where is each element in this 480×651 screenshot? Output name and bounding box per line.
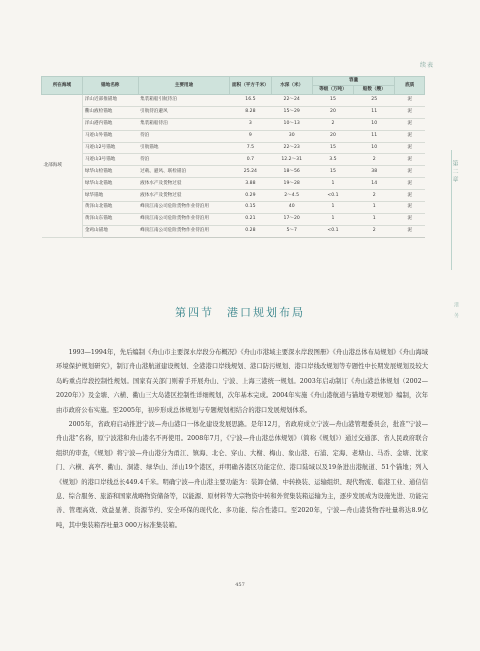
depth-cell: 2～4.5 — [271, 190, 312, 202]
table-row — [42, 166, 425, 178]
use-cell: 峰顶江南公司危险货物作业待泊用 — [138, 225, 230, 237]
area-cell: 0.28 — [230, 225, 271, 237]
area-cell: 3 — [230, 118, 271, 130]
area-cell: 25.24 — [230, 166, 271, 178]
anchorage-name-cell: 黄泽山东锚地 — [82, 213, 138, 225]
header-berths: 船数（艘） — [354, 86, 395, 95]
anchorage-name-cell: 衢山液检锚地 — [82, 106, 138, 118]
header-remark: 底质 — [395, 77, 425, 95]
area-cell: 7.5 — [230, 142, 271, 154]
depth-cell: 17～20 — [271, 213, 312, 225]
berths-cell: 10 — [354, 142, 395, 154]
body-text — [56, 346, 428, 533]
anchorage-table — [41, 76, 425, 238]
use-cell: 引航锚地 — [138, 142, 230, 154]
table-row — [42, 142, 425, 154]
depth-cell: 19～28 — [271, 178, 312, 190]
table-row — [42, 95, 425, 107]
anchorage-name-cell: 洋山港内锚地 — [82, 118, 138, 130]
area-cell: 3.88 — [230, 178, 271, 190]
berths-cell: 10 — [354, 118, 395, 130]
use-cell: 待泊 — [138, 154, 230, 166]
tonnage-cell: 15 — [312, 95, 353, 107]
table-row — [42, 225, 425, 237]
tonnage-cell: 15 — [312, 166, 353, 178]
berths-cell: 1 — [354, 202, 395, 214]
header-use: 主要用途 — [138, 77, 230, 95]
use-cell: 液体水产及货物过驳 — [138, 190, 230, 202]
bottom-cell: 泥 — [395, 166, 425, 178]
anchorage-name-cell: 马迹山3号锚地 — [82, 154, 138, 166]
use-cell: 峰顶江南公司危险货物作业待泊用 — [138, 213, 230, 225]
side-chapter-label: 第二章 — [451, 160, 458, 184]
paragraph: 1993—1994年，先后编制《舟山市主要深水岸段分布概况》《舟山市港域主要深水岸段图册》《舟山港总体布局规划》《舟山海域环境保护规划研究》，制订舟山港航道建设规划、全港港口岸线规划、港口防污规划、港口岸线改规划等专题性中长期发展规划及较大岛屿重点岸段控制性规划。国家有关部门则着手开展舟山、宁波、上海三港统一规划。2003年启动制订《舟山港总体规划（2002—2020年）》及金塘、六横、衢山三大岛港区控制性详细规划，次年基本完成。2004年实施《舟山港航道与锚地专项规划》编制，次年由市政府公布实施。至2005年，初步形成总体规划与专题规划相结合的港口发展规划体系。 — [56, 349, 428, 414]
anchorage-table-wrapper — [41, 76, 425, 238]
tonnage-cell: <0.1 — [312, 225, 353, 237]
table-row — [42, 178, 425, 190]
continued-label: 续表 — [419, 62, 434, 69]
section-title: 第四节 港口规划布局 — [175, 306, 305, 319]
use-cell: 集装箱船引航待泊 — [138, 95, 230, 107]
bottom-cell: 泥 — [395, 142, 425, 154]
bottom-cell: 泥 — [395, 190, 425, 202]
depth-cell: 15～29 — [271, 106, 312, 118]
depth-cell: 18～56 — [271, 166, 312, 178]
berths-cell: 1 — [354, 213, 395, 225]
depth-cell: 10～13 — [271, 118, 312, 130]
paragraph: 2005年，省政府启动推进宁波—舟山港口一体化建设发展思路。是年12月，省政府成立宁波—舟山港管理委员会，批准“宁波—舟山港”名称，原宁波港和舟山港名不再使用。2008年7月，《宁波—舟山港总体规划》（简称《规划》）通过交通部、省人民政府联合组织的审查，《规划》将宁波—舟山港分为甬江、镇海、北仑、穿山、大榭、梅山、象山港、石浦、定海、老塘山、马岙、金塘、沈家门、六横、高亭、衢山、洞港、绿华山、洋山19个港区，并明确各港区功能定位、港口陆域以及19条进出港航道、51个锚地；列入《规划》的港口岸线总长449.4千米。明确宁波—舟山港主要功能为：装卸仓储、中转换装、运输组织、现代物流、临港工业、通信信息、综合服务、旅游和国家战略物资储备等，以能源、原材料等大宗物资中转和外贸集装箱运输为主，逐步发展成为设施先进、功能完善、管理高效、效益显著、资源节约、安全环保的现代化、多功能、综合性港口。至2020年，宁波—舟山港货物吞吐量将达8.9亿吨，其中集装箱吞吐量3 000万标准集装箱。 — [56, 421, 428, 529]
depth-cell: 12.2～31 — [271, 154, 312, 166]
bottom-cell: 泥 — [395, 118, 425, 130]
table-row — [42, 202, 425, 214]
area-cell: 16.5 — [230, 95, 271, 107]
bottom-cell: 泥 — [395, 202, 425, 214]
tonnage-cell: 1 — [312, 202, 353, 214]
bottom-cell: 泥 — [395, 225, 425, 237]
anchorage-name-cell: 洋山近部推锚地 — [82, 95, 138, 107]
header-capacity: 容量 — [312, 77, 395, 86]
depth-cell: 30 — [271, 130, 312, 142]
area-cell: 0.15 — [230, 202, 271, 214]
bottom-cell: 泥 — [395, 154, 425, 166]
tonnage-cell: 20 — [312, 130, 353, 142]
header-depth: 水深（米） — [271, 77, 312, 95]
depth-cell: 22～23 — [271, 142, 312, 154]
berths-cell: 11 — [354, 106, 395, 118]
anchorage-name-cell: 绿华山北锚地 — [82, 178, 138, 190]
anchorage-name-cell: 金鸡山锚地 — [82, 225, 138, 237]
bottom-cell: 泥 — [395, 178, 425, 190]
table-row — [42, 118, 425, 130]
tonnage-cell: 2 — [312, 118, 353, 130]
anchorage-name-cell: 绿华锚地 — [82, 190, 138, 202]
use-cell: 集装箱船待泊 — [138, 118, 230, 130]
anchorage-name-cell: 黄泽山北锚地 — [82, 202, 138, 214]
header-anchorage: 锚地名称 — [82, 77, 138, 95]
berths-cell: 2 — [354, 225, 395, 237]
berths-cell: 2 — [354, 154, 395, 166]
bottom-cell: 泥 — [395, 130, 425, 142]
berths-cell: 2 — [354, 190, 395, 202]
tonnage-cell: 15 — [312, 142, 353, 154]
tonnage-cell: 3.5 — [312, 154, 353, 166]
depth-cell: 40 — [271, 202, 312, 214]
header-area: 面积（平方千米） — [230, 77, 271, 95]
side-section-label: 港 务 — [453, 302, 459, 320]
tonnage-cell: 20 — [312, 106, 353, 118]
table-row — [42, 213, 425, 225]
use-cell: 峰顶江南公司危险货物作业待泊用 — [138, 202, 230, 214]
area-cell: 0.21 — [230, 213, 271, 225]
depth-cell: 22～24 — [271, 95, 312, 107]
header-region: 所在海域 — [42, 77, 83, 95]
anchorage-name-cell: 马迹山2号锚地 — [82, 142, 138, 154]
page-number: 457 — [235, 582, 245, 588]
use-cell: 液体水产及货物过驳 — [138, 178, 230, 190]
table-body — [42, 95, 425, 238]
region-cell: 北部海域 — [42, 95, 83, 238]
table-row — [42, 190, 425, 202]
area-cell: 0.7 — [230, 154, 271, 166]
use-cell: 引航待泊避风 — [138, 106, 230, 118]
berths-cell: 38 — [354, 166, 395, 178]
bottom-cell: 泥 — [395, 106, 425, 118]
bottom-cell: 泥 — [395, 213, 425, 225]
tonnage-cell: 1 — [312, 213, 353, 225]
table-row — [42, 154, 425, 166]
table-row — [42, 106, 425, 118]
depth-cell: 5～7 — [271, 225, 312, 237]
area-cell: 0.29 — [230, 190, 271, 202]
area-cell: 8.28 — [230, 106, 271, 118]
header-tonnage: 等级（万吨） — [312, 86, 353, 95]
berths-cell: 25 — [354, 95, 395, 107]
bottom-cell: 泥 — [395, 95, 425, 107]
tonnage-cell: 1 — [312, 178, 353, 190]
berths-cell: 11 — [354, 130, 395, 142]
table-row — [42, 130, 425, 142]
anchorage-name-cell: 绿华山检锚地 — [82, 166, 138, 178]
use-cell: 过载、避风、联检锚泊 — [138, 166, 230, 178]
use-cell: 待泊 — [138, 130, 230, 142]
berths-cell: 14 — [354, 178, 395, 190]
anchorage-name-cell: 马迹山外锚地 — [82, 130, 138, 142]
area-cell: 9 — [230, 130, 271, 142]
tonnage-cell: <0.1 — [312, 190, 353, 202]
